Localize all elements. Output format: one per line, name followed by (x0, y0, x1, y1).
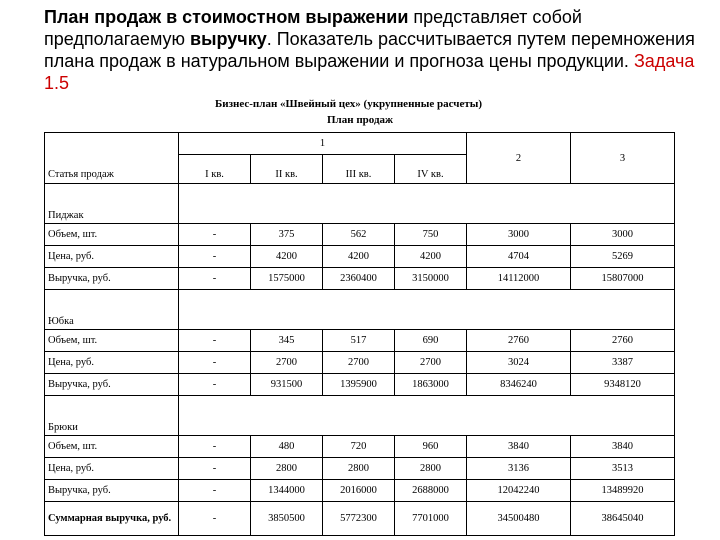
quarter-header: II кв. (251, 155, 323, 184)
total-value-cell: 34500480 (467, 502, 571, 536)
value-cell: 2800 (323, 458, 395, 480)
group-blank-cell (179, 396, 675, 436)
value-cell: 1575000 (251, 268, 323, 290)
value-cell: 960 (395, 436, 467, 458)
group-row (45, 396, 675, 436)
value-cell: - (179, 246, 251, 268)
value-cell: - (179, 436, 251, 458)
value-cell: 13489920 (571, 480, 675, 502)
table-row (45, 374, 675, 396)
row-label: Выручка, руб. (45, 374, 179, 396)
task-label: Задача 1.5 (44, 51, 695, 93)
group-blank-cell (179, 184, 675, 224)
value-cell: 3513 (571, 458, 675, 480)
value-cell: 2800 (251, 458, 323, 480)
total-value-cell: 3850500 (251, 502, 323, 536)
value-cell: - (179, 352, 251, 374)
value-cell: 750 (395, 224, 467, 246)
total-value-cell: 5772300 (323, 502, 395, 536)
value-cell: 3000 (467, 224, 571, 246)
value-cell: 2700 (323, 352, 395, 374)
group-blank-cell (179, 290, 675, 330)
value-cell: 375 (251, 224, 323, 246)
row-label: Объем, шт. (45, 224, 179, 246)
value-cell: 2688000 (395, 480, 467, 502)
value-cell: 8346240 (467, 374, 571, 396)
group-name: Пиджак (45, 184, 179, 224)
year-1-header: 1 (179, 133, 467, 155)
table-row (45, 330, 675, 352)
total-row (45, 502, 675, 536)
total-value-cell: 7701000 (395, 502, 467, 536)
value-cell: 480 (251, 436, 323, 458)
total-value-cell: 38645040 (571, 502, 675, 536)
row-label: Объем, шт. (45, 330, 179, 352)
value-cell: 3000 (571, 224, 675, 246)
year-3-header: 3 (571, 133, 675, 184)
row-label: Выручка, руб. (45, 268, 179, 290)
business-plan-subtitle: Бизнес-план «Швейный цех» (укрупненные расчеты) (215, 98, 482, 110)
value-cell: - (179, 458, 251, 480)
row-label: Выручка, руб. (45, 480, 179, 502)
value-cell: - (179, 224, 251, 246)
row-label: Объем, шт. (45, 436, 179, 458)
value-cell: 4200 (323, 246, 395, 268)
value-cell: 4200 (251, 246, 323, 268)
table-row (45, 352, 675, 374)
value-cell: 931500 (251, 374, 323, 396)
row-label: Цена, руб. (45, 458, 179, 480)
table-row (45, 268, 675, 290)
value-cell: 2700 (251, 352, 323, 374)
value-cell: - (179, 330, 251, 352)
year-2-header: 2 (467, 133, 571, 184)
value-cell: 2360400 (323, 268, 395, 290)
value-cell: 3387 (571, 352, 675, 374)
value-cell: 3840 (571, 436, 675, 458)
value-cell: 15807000 (571, 268, 675, 290)
group-name: Брюки (45, 396, 179, 436)
value-cell: 2760 (571, 330, 675, 352)
intro-bold-1: План продаж в стоимостном выражении (44, 7, 409, 27)
row-label: Цена, руб. (45, 352, 179, 374)
quarter-header: I кв. (179, 155, 251, 184)
intro-paragraph (44, 6, 704, 94)
value-cell: 517 (323, 330, 395, 352)
value-cell: 4200 (395, 246, 467, 268)
group-name: Юбка (45, 290, 179, 330)
value-cell: 12042240 (467, 480, 571, 502)
intro-text-1: представляет собой предполагаемую (44, 7, 582, 49)
value-cell: 1863000 (395, 374, 467, 396)
quarter-header: III кв. (323, 155, 395, 184)
table-row (45, 224, 675, 246)
intro-text-2: . Показатель рассчитывается путем перемножения плана продаж в натуральном выражении и прогноза цены продукции. (44, 29, 695, 71)
item-header: Статья продаж (45, 133, 179, 184)
value-cell: - (179, 480, 251, 502)
value-cell: - (179, 268, 251, 290)
value-cell: 2016000 (323, 480, 395, 502)
value-cell: 9348120 (571, 374, 675, 396)
value-cell: 1344000 (251, 480, 323, 502)
value-cell: 3024 (467, 352, 571, 374)
table-row (45, 458, 675, 480)
value-cell: 3136 (467, 458, 571, 480)
total-label: Суммарная выручка, руб. (45, 502, 179, 536)
row-label: Цена, руб. (45, 246, 179, 268)
table-row (45, 246, 675, 268)
value-cell: 5269 (571, 246, 675, 268)
value-cell: 720 (323, 436, 395, 458)
quarter-header: IV кв. (395, 155, 467, 184)
value-cell: 2700 (395, 352, 467, 374)
table-row (45, 480, 675, 502)
value-cell: 3840 (467, 436, 571, 458)
intro-bold-2: выручку (190, 29, 267, 49)
sales-plan-table (44, 132, 675, 536)
value-cell: 2800 (395, 458, 467, 480)
value-cell: 345 (251, 330, 323, 352)
table-row (45, 436, 675, 458)
value-cell: 562 (323, 224, 395, 246)
value-cell: 4704 (467, 246, 571, 268)
value-cell: 3150000 (395, 268, 467, 290)
value-cell: - (179, 374, 251, 396)
value-cell: 690 (395, 330, 467, 352)
total-value-cell: - (179, 502, 251, 536)
table-title: План продаж (327, 114, 393, 126)
value-cell: 14112000 (467, 268, 571, 290)
value-cell: 1395900 (323, 374, 395, 396)
group-row (45, 290, 675, 330)
group-row (45, 184, 675, 224)
value-cell: 2760 (467, 330, 571, 352)
header-row-years (45, 133, 675, 155)
